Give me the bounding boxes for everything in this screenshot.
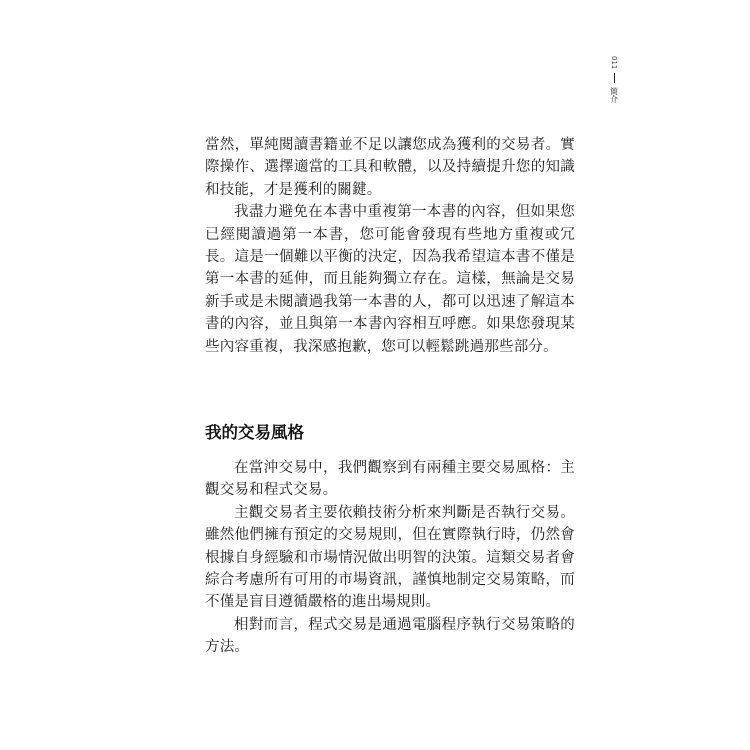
body-paragraph: 我盡力避免在本書中重複第一本書的內容，但如果您已經閱讀過第一本書，您可能會發現有些地方重複或冗長。這是一個難以平衡的決定，因為我希望這本書不僅是第一本書的延伸，而且能夠獨立存在。這樣，無論是交易新手或是未閱讀過我第一本書的人，都可以迅速了解這本書的內容，並且與第一本書內容相互呼應。如果您發現某些內容重複，我深感抱歉，您可以輕鬆跳過那些部分。 [205,204,575,355]
body-paragraph: 主觀交易者主要依賴技術分析來判斷是否執行交易。雖然他們擁有預定的交易規則，但在實際執行時，仍然會根據自身經驗和市場情況做出明智的決策。這類交易者會綜合考慮所有可用的市場資訊，謹慎地制定交易策略，而不僅是盲目遵循嚴格的進出場規則。 [205,504,575,611]
body-paragraph: 相對而言，程式交易是通過電腦程序執行交易策略的方法。 [205,616,575,656]
body-paragraph: 在當沖交易中，我們觀察到有兩種主要交易風格：主觀交易和程式交易。 [205,460,575,499]
running-head-section: 簡介 [609,87,619,104]
section-text-block [205,457,575,659]
section-heading: 我的交易風格 [205,423,304,442]
page-number: 011 [610,56,618,70]
body-paragraph: 當然，單純閱讀書籍並不足以讓您成為獲利的交易者。實際操作、選擇適當的工具和軟體，以及持續提升您的知識和技能，才是獲利的關鍵。 [205,137,575,198]
intro-text-block [205,134,575,358]
running-head-rule [614,73,615,83]
running-head [606,56,622,126]
